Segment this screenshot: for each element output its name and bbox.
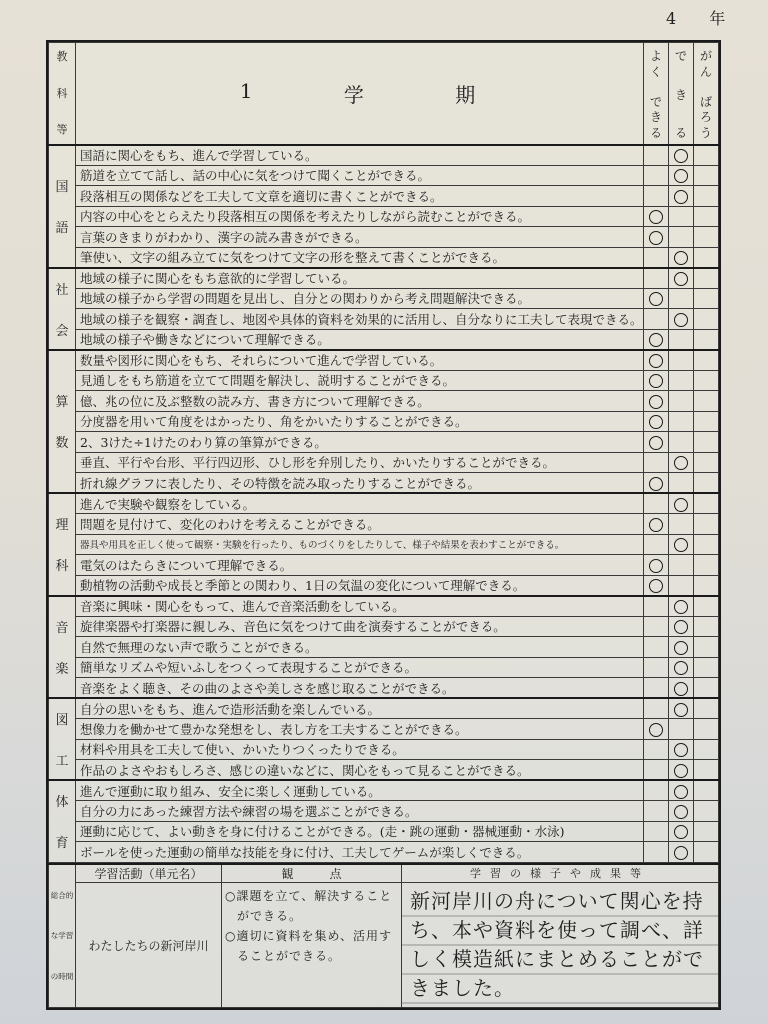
- term-title: 1 学 期: [76, 43, 644, 145]
- mark-cell-yoku-dekiru: [644, 555, 669, 576]
- viewpoint-header: 観 点: [222, 864, 402, 883]
- mark-cell-dekiru: [669, 227, 694, 248]
- criterion-text: 数量や図形に関心をもち、それらについて進んで学習している。: [76, 350, 644, 371]
- circle-mark-icon: [674, 313, 688, 327]
- mark-cell-dekiru: [669, 247, 694, 268]
- table-row: [49, 370, 719, 391]
- circle-mark-icon: [674, 825, 688, 839]
- circle-mark-icon: [674, 661, 688, 675]
- subject-column-header: 教 科 等: [49, 43, 76, 145]
- mark-cell-yoku-dekiru: [644, 370, 669, 391]
- table-row: [49, 760, 719, 781]
- mark-cell-yoku-dekiru: [644, 432, 669, 453]
- circle-mark-icon: [649, 395, 663, 409]
- sogo-content-row: [49, 883, 719, 1008]
- mark-cell-dekiru: [669, 514, 694, 535]
- table-row: [49, 309, 719, 330]
- mark-cell-dekiru: [669, 575, 694, 596]
- mark-cell-dekiru: [669, 596, 694, 617]
- mark-cell-ganbarou: [694, 555, 719, 576]
- circle-mark-icon: [649, 292, 663, 306]
- viewpoint-item: ○課題を立て、解決することができる。: [225, 889, 393, 923]
- criterion-text: 言葉のきまりがわかり、漢字の読み書きができる。: [76, 227, 644, 248]
- table-header-row: [49, 43, 719, 145]
- circle-mark-icon: [674, 703, 688, 717]
- mark-cell-dekiru: [669, 411, 694, 432]
- mark-cell-yoku-dekiru: [644, 165, 669, 186]
- viewpoint-list: [222, 883, 402, 1008]
- mark-cell-dekiru: [669, 493, 694, 514]
- criterion-text: 進んで運動に取り組み、安全に楽しく運動している。: [76, 780, 644, 801]
- mark-cell-ganbarou: [694, 739, 719, 760]
- criterion-text: 想像力を働かせて豊かな発想をし、表し方を工夫することができる。: [76, 719, 644, 740]
- mark-cell-ganbarou: [694, 186, 719, 207]
- circle-mark-icon: [674, 620, 688, 634]
- table-row: [49, 452, 719, 473]
- mark-cell-yoku-dekiru: [644, 657, 669, 678]
- circle-mark-icon: [674, 149, 688, 163]
- mark-cell-yoku-dekiru: [644, 493, 669, 514]
- unit-name: わたしたちの新河岸川: [76, 883, 222, 1008]
- mark-cell-ganbarou: [694, 473, 719, 494]
- table-row: [49, 801, 719, 822]
- mark-cell-ganbarou: [694, 329, 719, 350]
- table-row: [49, 698, 719, 719]
- criterion-text: 自分の力にあった練習方法や練習の場を選ぶことができる。: [76, 801, 644, 822]
- criterion-text: 動植物の活動や成長と季節との関わり、1日の気温の変化について理解できる。: [76, 575, 644, 596]
- mark-cell-dekiru: [669, 165, 694, 186]
- criterion-text: 筋道を立てて話し、話の中心に気をつけて聞くことができる。: [76, 165, 644, 186]
- mark-cell-dekiru: [669, 637, 694, 658]
- mark-cell-yoku-dekiru: [644, 452, 669, 473]
- mark-cell-ganbarou: [694, 596, 719, 617]
- mark-cell-yoku-dekiru: [644, 616, 669, 637]
- mark-cell-dekiru: [669, 452, 694, 473]
- table-row: [49, 678, 719, 699]
- circle-mark-icon: [649, 354, 663, 368]
- criterion-text: 作品のよさやおもしろさ、感じの違いなどに、関心をもって見ることができる。: [76, 760, 644, 781]
- viewpoint-item: ○適切に資料を集め、活用することができる。: [225, 929, 392, 963]
- report-card-sheet: [46, 40, 721, 1010]
- subject-label: 体 育: [49, 780, 76, 862]
- mark-cell-ganbarou: [694, 165, 719, 186]
- table-row: [49, 821, 719, 842]
- mark-cell-yoku-dekiru: [644, 739, 669, 760]
- mark-cell-dekiru: [669, 616, 694, 637]
- circle-mark-icon: [674, 785, 688, 799]
- column-header-ganbarou: が ん ば ろ う: [694, 43, 719, 145]
- mark-cell-dekiru: [669, 842, 694, 863]
- table-row: [49, 186, 719, 207]
- criterion-text: 垂直、平行や台形、平行四辺形、ひし形を弁別したり、かいたりすることができる。: [76, 452, 644, 473]
- table-row: [49, 719, 719, 740]
- table-row: [49, 227, 719, 248]
- mark-cell-yoku-dekiru: [644, 760, 669, 781]
- mark-cell-yoku-dekiru: [644, 411, 669, 432]
- mark-cell-ganbarou: [694, 534, 719, 555]
- mark-cell-ganbarou: [694, 821, 719, 842]
- mark-cell-ganbarou: [694, 760, 719, 781]
- circle-mark-icon: [674, 846, 688, 860]
- table-row: [49, 432, 719, 453]
- mark-cell-yoku-dekiru: [644, 145, 669, 166]
- mark-cell-yoku-dekiru: [644, 780, 669, 801]
- mark-cell-ganbarou: [694, 493, 719, 514]
- mark-cell-ganbarou: [694, 411, 719, 432]
- mark-cell-yoku-dekiru: [644, 247, 669, 268]
- circle-mark-icon: [649, 477, 663, 491]
- circle-mark-icon: [674, 682, 688, 696]
- criterion-text: 材料や用具を工夫して使い、かいたりつくったりできる。: [76, 739, 644, 760]
- evaluation-table: [48, 42, 719, 863]
- circle-mark-icon: [649, 723, 663, 737]
- criterion-text: 進んで実験や観察をしている。: [76, 493, 644, 514]
- mark-cell-ganbarou: [694, 801, 719, 822]
- circle-mark-icon: [674, 498, 688, 512]
- mark-cell-dekiru: [669, 206, 694, 227]
- mark-cell-ganbarou: [694, 370, 719, 391]
- criterion-text: 筆使い、文字の組み立てに気をつけて文字の形を整えて書くことができる。: [76, 247, 644, 268]
- circle-mark-icon: [674, 251, 688, 265]
- circle-mark-icon: [649, 579, 663, 593]
- criterion-text: 簡単なリズムや短いふしをつくって表現することができる。: [76, 657, 644, 678]
- circle-mark-icon: [649, 518, 663, 532]
- mark-cell-dekiru: [669, 145, 694, 166]
- circle-mark-icon: [674, 764, 688, 778]
- activity-header: 学習活動（単元名）: [76, 864, 222, 883]
- mark-cell-dekiru: [669, 555, 694, 576]
- mark-cell-yoku-dekiru: [644, 842, 669, 863]
- circle-mark-icon: [674, 169, 688, 183]
- mark-cell-ganbarou: [694, 268, 719, 289]
- mark-cell-yoku-dekiru: [644, 575, 669, 596]
- mark-cell-dekiru: [669, 801, 694, 822]
- circle-mark-icon: [674, 272, 688, 286]
- mark-cell-yoku-dekiru: [644, 206, 669, 227]
- mark-cell-yoku-dekiru: [644, 514, 669, 535]
- criterion-text: 電気のはたらきについて理解できる。: [76, 555, 644, 576]
- subject-label: 国 語: [49, 145, 76, 268]
- circle-mark-icon: [649, 559, 663, 573]
- mark-cell-ganbarou: [694, 575, 719, 596]
- mark-cell-ganbarou: [694, 842, 719, 863]
- criterion-text: 折れ線グラフに表したり、その特徴を読み取ったりすることができる。: [76, 473, 644, 494]
- mark-cell-dekiru: [669, 780, 694, 801]
- mark-cell-ganbarou: [694, 391, 719, 412]
- mark-cell-ganbarou: [694, 432, 719, 453]
- table-row: [49, 739, 719, 760]
- table-row: [49, 165, 719, 186]
- table-row: [49, 247, 719, 268]
- criterion-text: 段落相互の関係などを工夫して文章を適切に書くことができる。: [76, 186, 644, 207]
- circle-mark-icon: [649, 210, 663, 224]
- criterion-text: ボールを使った運動の簡単な技能を身に付け、工夫してゲームが楽しくできる。: [76, 842, 644, 863]
- table-row: [49, 473, 719, 494]
- mark-cell-dekiru: [669, 186, 694, 207]
- mark-cell-dekiru: [669, 678, 694, 699]
- mark-cell-ganbarou: [694, 698, 719, 719]
- criterion-text: 国語に関心をもち、進んで学習している。: [76, 145, 644, 166]
- mark-cell-ganbarou: [694, 350, 719, 371]
- mark-cell-yoku-dekiru: [644, 534, 669, 555]
- circle-mark-icon: [674, 743, 688, 757]
- criterion-text: 地域の様子に関心をもち意欲的に学習している。: [76, 268, 644, 289]
- mark-cell-dekiru: [669, 698, 694, 719]
- mark-cell-yoku-dekiru: [644, 821, 669, 842]
- mark-cell-ganbarou: [694, 309, 719, 330]
- mark-cell-yoku-dekiru: [644, 637, 669, 658]
- table-row: [49, 268, 719, 289]
- criterion-text: 自分の思いをもち、進んで造形活動を楽しんでいる。: [76, 698, 644, 719]
- circle-mark-icon: [649, 231, 663, 245]
- mark-cell-dekiru: [669, 268, 694, 289]
- subject-label: 理 科: [49, 493, 76, 596]
- criterion-text: 音楽をよく聴き、その曲のよさや美しさを感じ取ることができる。: [76, 678, 644, 699]
- table-row: [49, 288, 719, 309]
- subject-label: 社 会: [49, 268, 76, 350]
- mark-cell-yoku-dekiru: [644, 268, 669, 289]
- table-row: [49, 534, 719, 555]
- circle-mark-icon: [674, 190, 688, 204]
- table-row: [49, 329, 719, 350]
- mark-cell-yoku-dekiru: [644, 288, 669, 309]
- table-row: [49, 391, 719, 412]
- mark-cell-dekiru: [669, 760, 694, 781]
- column-header-yoku-dekiru: よ く で き る: [644, 43, 669, 145]
- mark-cell-ganbarou: [694, 719, 719, 740]
- criterion-text: 地域の様子から学習の問題を見出し、自分との関わりから考え問題解決できる。: [76, 288, 644, 309]
- mark-cell-dekiru: [669, 432, 694, 453]
- subject-label: 音 楽: [49, 596, 76, 699]
- table-row: [49, 637, 719, 658]
- circle-mark-icon: [674, 641, 688, 655]
- table-row: [49, 780, 719, 801]
- sogo-table: [48, 863, 719, 1009]
- sogo-label: 総合的 な学習 の時間: [49, 864, 76, 1008]
- subject-label: 図 工: [49, 698, 76, 780]
- mark-cell-dekiru: [669, 329, 694, 350]
- table-row: [49, 411, 719, 432]
- criterion-text: 分度器を用いて角度をはかったり、角をかいたりすることができる。: [76, 411, 644, 432]
- criterion-text: 運動に応じて、よい動きを身に付けることができる。(走・跳の運動・器械運動・水泳): [76, 821, 644, 842]
- table-row: [49, 657, 719, 678]
- mark-cell-ganbarou: [694, 657, 719, 678]
- mark-cell-yoku-dekiru: [644, 329, 669, 350]
- table-row: [49, 206, 719, 227]
- circle-mark-icon: [674, 538, 688, 552]
- circle-mark-icon: [674, 805, 688, 819]
- column-header-dekiru: で き る: [669, 43, 694, 145]
- mark-cell-ganbarou: [694, 227, 719, 248]
- criterion-text: 音楽に興味・関心をもって、進んで音楽活動をしている。: [76, 596, 644, 617]
- mark-cell-dekiru: [669, 350, 694, 371]
- mark-cell-yoku-dekiru: [644, 309, 669, 330]
- criterion-text: 自然で無理のない声で歌うことができる。: [76, 637, 644, 658]
- criterion-text: 億、兆の位に及ぶ整数の読み方、書き方について理解できる。: [76, 391, 644, 412]
- table-row: [49, 842, 719, 863]
- criterion-text: 見通しをもち筋道を立てて問題を解決し、説明することができる。: [76, 370, 644, 391]
- mark-cell-dekiru: [669, 370, 694, 391]
- circle-mark-icon: [649, 436, 663, 450]
- table-row: [49, 596, 719, 617]
- handwritten-comment: 新河岸川の舟について関心を持ち、本や資料を使って調べ、詳しく模造紙にまとめることができました。: [402, 883, 719, 1008]
- mark-cell-ganbarou: [694, 206, 719, 227]
- table-row: [49, 145, 719, 166]
- criterion-text: 地域の様子を観察・調査し、地図や具体的資料を効果的に活用し、自分なりに工夫して表現できる。: [76, 309, 644, 330]
- criterion-text: 内容の中心をとらえたり段落相互の関係を考えたりしながら読むことができる。: [76, 206, 644, 227]
- mark-cell-yoku-dekiru: [644, 596, 669, 617]
- mark-cell-yoku-dekiru: [644, 473, 669, 494]
- mark-cell-ganbarou: [694, 637, 719, 658]
- mark-cell-yoku-dekiru: [644, 801, 669, 822]
- mark-cell-ganbarou: [694, 616, 719, 637]
- circle-mark-icon: [649, 415, 663, 429]
- circle-mark-icon: [649, 374, 663, 388]
- mark-cell-dekiru: [669, 309, 694, 330]
- circle-mark-icon: [674, 456, 688, 470]
- criterion-text: 2、3けた÷1けたのわり算の筆算ができる。: [76, 432, 644, 453]
- table-row: [49, 616, 719, 637]
- mark-cell-ganbarou: [694, 288, 719, 309]
- table-row: [49, 514, 719, 535]
- criterion-text: 器具や用具を正しく使って観察・実験を行ったり、ものづくりをしたりして、様子や結果を表わすことができる。: [76, 534, 644, 555]
- criterion-text: 地域の様子や働きなどについて理解できる。: [76, 329, 644, 350]
- sogo-header-row: [49, 864, 719, 883]
- mark-cell-ganbarou: [694, 514, 719, 535]
- mark-cell-yoku-dekiru: [644, 719, 669, 740]
- subject-label: 算 数: [49, 350, 76, 494]
- circle-mark-icon: [649, 333, 663, 347]
- table-row: [49, 493, 719, 514]
- result-header: 学習の様子や成果等: [402, 864, 719, 883]
- mark-cell-dekiru: [669, 739, 694, 760]
- mark-cell-yoku-dekiru: [644, 391, 669, 412]
- mark-cell-yoku-dekiru: [644, 678, 669, 699]
- mark-cell-ganbarou: [694, 247, 719, 268]
- mark-cell-yoku-dekiru: [644, 227, 669, 248]
- criterion-text: 旋律楽器や打楽器に親しみ、音色に気をつけて曲を演奏することができる。: [76, 616, 644, 637]
- mark-cell-dekiru: [669, 473, 694, 494]
- mark-cell-yoku-dekiru: [644, 698, 669, 719]
- criterion-text: 問題を見付けて、変化のわけを考えることができる。: [76, 514, 644, 535]
- mark-cell-dekiru: [669, 657, 694, 678]
- circle-mark-icon: [674, 600, 688, 614]
- mark-cell-dekiru: [669, 534, 694, 555]
- grade-label: 4 年: [666, 9, 740, 28]
- mark-cell-dekiru: [669, 288, 694, 309]
- mark-cell-yoku-dekiru: [644, 186, 669, 207]
- mark-cell-dekiru: [669, 391, 694, 412]
- mark-cell-dekiru: [669, 719, 694, 740]
- mark-cell-ganbarou: [694, 780, 719, 801]
- table-row: [49, 350, 719, 371]
- table-row: [49, 555, 719, 576]
- mark-cell-ganbarou: [694, 145, 719, 166]
- table-row: [49, 575, 719, 596]
- mark-cell-dekiru: [669, 821, 694, 842]
- mark-cell-ganbarou: [694, 678, 719, 699]
- mark-cell-ganbarou: [694, 452, 719, 473]
- mark-cell-yoku-dekiru: [644, 350, 669, 371]
